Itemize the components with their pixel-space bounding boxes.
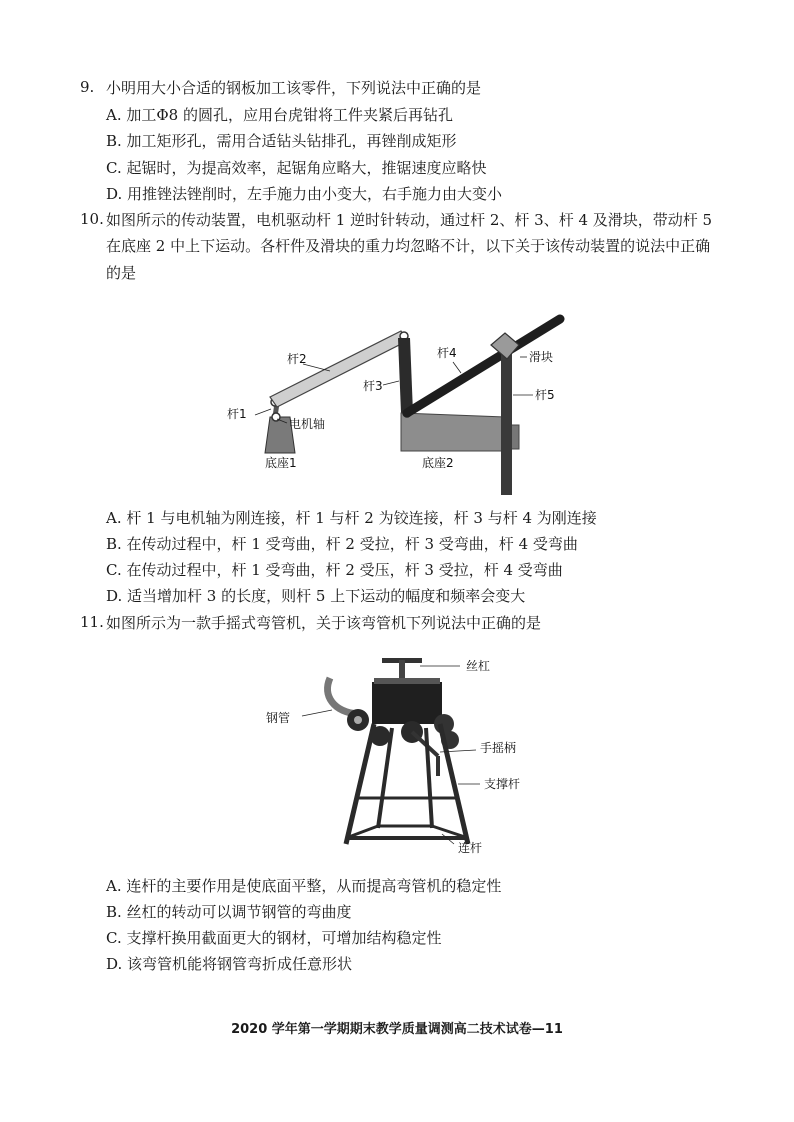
q9-stem: 小明用大小合适的钢板加工该零件，下列说法中正确的是 [106, 79, 482, 97]
q10-stem-line-1: 如图所示的传动装置，电机驱动杆 1 逆时针转动，通过杆 2、杆 3、杆 4 及滑块，带动杆 5 [106, 211, 713, 229]
q10-stem-line-2: 在底座 2 中上下运动。各杆件及滑块的重力均忽略不计，以下关于该传动装置的说法中正确 [106, 237, 711, 255]
rod3-shape [398, 338, 413, 413]
q10-option-b: B. 在传动过程中，杆 1 受弯曲，杆 2 受拉，杆 3 受弯曲，杆 4 受弯曲 [106, 535, 578, 553]
q11-pipe-bender-figure [262, 648, 542, 858]
label-rod2: 杆2 [287, 352, 307, 366]
q10-option-c: C. 在传动过程中，杆 1 受弯曲，杆 2 受压，杆 3 受拉，杆 4 受弯曲 [106, 561, 563, 579]
label-support: 支撑杆 [484, 777, 521, 791]
bender-body [372, 682, 442, 724]
q10-number: 10. [80, 210, 104, 228]
label-handle: 手摇柄 [480, 741, 517, 755]
q11-option-d: D. 该弯管机能将钢管弯折成任意形状 [106, 955, 353, 973]
label-rod1: 杆1 [227, 407, 247, 421]
label-pipe: 钢管 [266, 711, 291, 725]
label-rod4: 杆4 [437, 346, 457, 360]
label-screw: 丝杠 [466, 659, 491, 673]
q9-number: 9. [80, 78, 95, 96]
q11-option-c: C. 支撑杆换用截面更大的钢材，可增加结构稳定性 [106, 929, 442, 947]
page-footer: 2020 学年第一学期期末教学质量调测高二技术试卷—11 [231, 1022, 563, 1037]
label-link: 连杆 [458, 841, 483, 855]
rod2-shape [270, 331, 407, 407]
q10-stem-line-3: 的是 [106, 264, 137, 282]
q9-option-d: D. 用推锉法锉削时，左手施力由小变大，右手施力由大变小 [106, 185, 503, 203]
label-slider: 滑块 [529, 350, 554, 364]
label-rod3: 杆3 [363, 379, 383, 393]
label-rod5: 杆5 [535, 388, 555, 402]
q9-option-b: B. 加工矩形孔，需用合适钻头钻排孔，再锉削成矩形 [106, 132, 457, 150]
q9-option-c: C. 起锯时，为提高效率，起锯角应略大，推锯速度应略快 [106, 159, 487, 177]
q10-mechanism-figure [215, 305, 585, 505]
label-motor-shaft: 电机轴 [289, 417, 326, 431]
q10-option-d: D. 适当增加杆 3 的长度，则杆 5 上下运动的幅度和频率会变大 [106, 587, 526, 605]
q9-option-a: A. 加工Φ8 的圆孔，应用台虎钳将工件夹紧后再钻孔 [106, 106, 453, 124]
base2-shape [401, 413, 505, 451]
q11-stem: 如图所示为一款手摇式弯管机，关于该弯管机下列说法中正确的是 [106, 614, 542, 632]
q11-number: 11. [80, 613, 104, 631]
label-base1: 底座1 [265, 456, 297, 470]
q11-option-a: A. 连杆的主要作用是使底面平整，从而提高弯管机的稳定性 [106, 877, 502, 895]
rod5-shape [501, 345, 512, 495]
q10-option-a: A. 杆 1 与电机轴为刚连接，杆 1 与杆 2 为铰连接，杆 3 与杆 4 为刚连接 [106, 509, 597, 527]
label-base2: 底座2 [422, 456, 454, 470]
steel-pipe-shape [328, 678, 358, 714]
q11-option-b: B. 丝杠的转动可以调节钢管的弯曲度 [106, 903, 352, 921]
